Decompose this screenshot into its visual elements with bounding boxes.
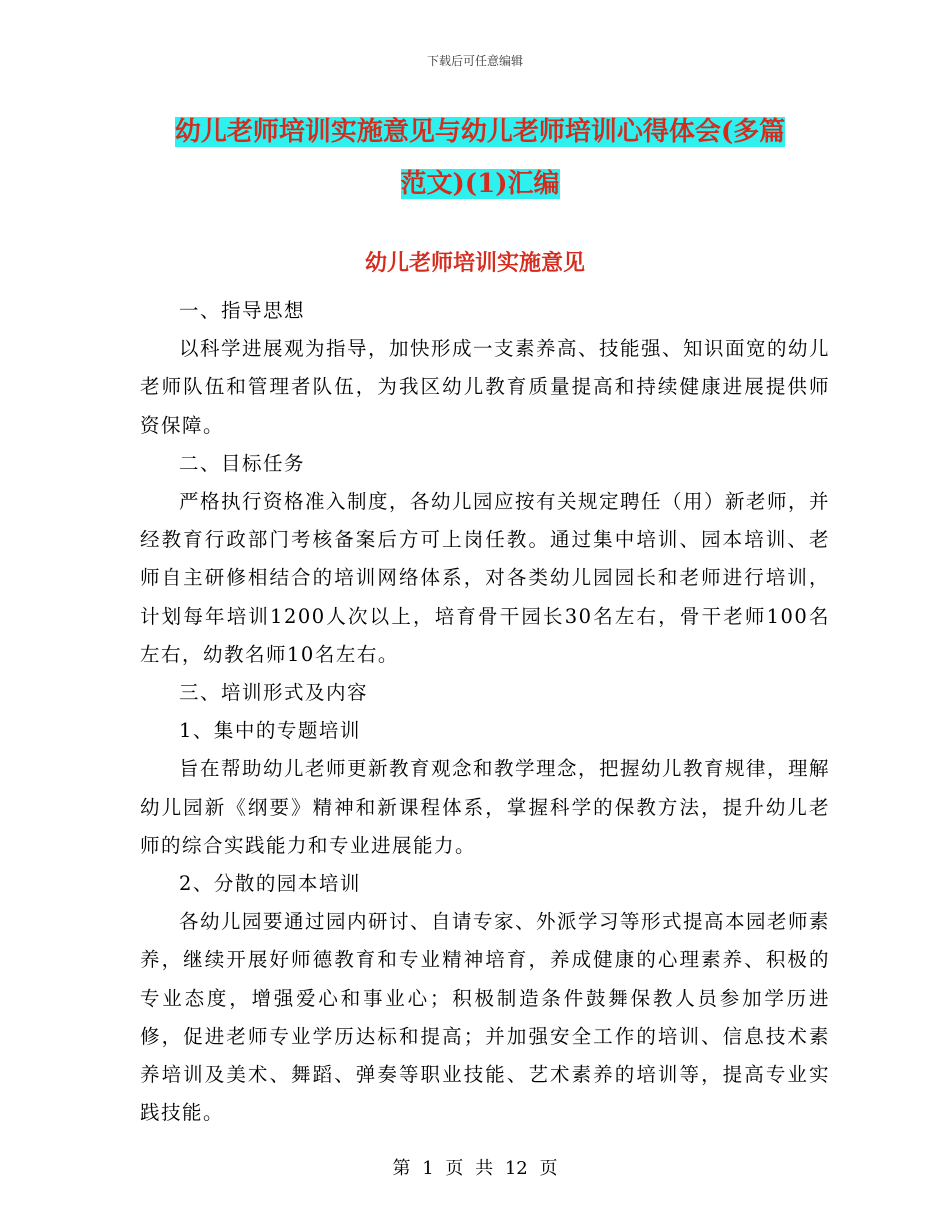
paragraph-goals-tasks: 严格执行资格准入制度，各幼儿园应按有关规定聘任（用）新老师，并经教育行政部门考核备案后方可上岗任教。通过集中培训、园本培训、老师自主研修相结合的培训网络体系，对各类幼儿园园长和老师进行培训，计划每年培训1200人次以上，培育骨干园长30名左右，骨干老师100名左右，幼教名师10名左右。 (140, 490, 831, 666)
document-title (150, 106, 810, 210)
paragraph-school-based-training: 各幼儿园要通过园内研讨、自请专家、外派学习等形式提高本园老师素养，继续开展好师德教育和专业精神培育，养成健康的心理素养、积极的专业态度，增强爱心和事业心；积极制造条件鼓舞保教人员参加学历进修，促进老师专业学历达标和提高；并加强安全工作的培训、信息技术素养培训及美术、舞蹈、弹奏等职业技能、艺术素养的培训等，提高专业实践技能。 (140, 910, 831, 1125)
paragraph-centralized-training: 旨在帮助幼儿老师更新教育观念和教学理念，把握幼儿教育规律，理解幼儿园新《纲要》精神和新课程体系，掌握科学的保教方法，提升幼儿老师的综合实践能力和专业进展能力。 (140, 757, 831, 857)
document-body (140, 292, 830, 1132)
page-footer: 第 1 页 共 12 页 (392, 1158, 558, 1179)
subheading-centralized-training: 1、集中的专题培训 (179, 719, 361, 743)
paragraph-guiding-ideology: 以科学进展观为指导，加快形成一支素养高、技能强、知识面宽的幼儿老师队伍和管理者队伍，为我区幼儿教育质量提高和持续健康进展提供师资保障。 (140, 337, 831, 437)
page-header: 下载后可任意编辑 (426, 54, 523, 68)
heading-goals-tasks: 二、目标任务 (179, 451, 306, 475)
document-title-line-1: 幼儿老师培训实施意见与幼儿老师培训心得体会(多篇 (174, 117, 786, 147)
section-title: 幼儿老师培训实施意见 (364, 250, 585, 276)
heading-training-forms: 三、培训形式及内容 (179, 681, 369, 705)
subheading-school-based-training: 2、分散的园本培训 (179, 872, 361, 896)
document-title-line-2: 范文)(1)汇编 (400, 169, 560, 199)
heading-guiding-ideology: 一、指导思想 (179, 299, 306, 322)
